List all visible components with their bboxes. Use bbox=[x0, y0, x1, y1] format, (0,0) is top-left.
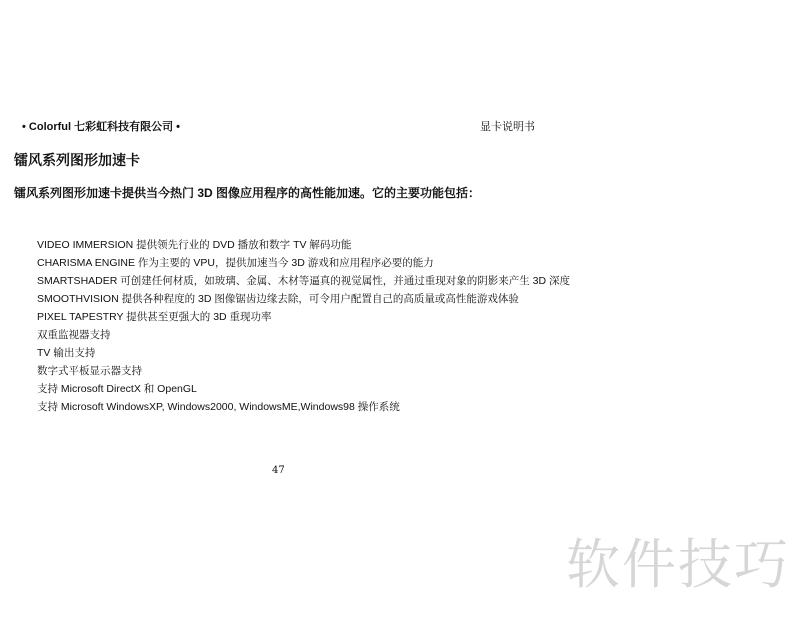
feature-item: 支持 Microsoft DirectX 和 OpenGL bbox=[37, 383, 197, 395]
feature-item: PIXEL TAPESTRY 提供甚至更强大的 3D 重现功率 bbox=[37, 311, 272, 323]
feature-item: 数字式平板显示器支持 bbox=[37, 365, 142, 377]
header-doc-title: 显卡说明书 bbox=[480, 120, 535, 133]
feature-list bbox=[37, 236, 570, 416]
feature-item: SMARTSHADER 可创建任何材质，如玻璃、金属、木材等逼真的视觉属性，并通过重现对象的阴影来产生 3D 深度 bbox=[37, 275, 570, 287]
feature-item: 双重监视器支持 bbox=[37, 329, 111, 341]
page-number: 47 bbox=[272, 465, 285, 476]
section-title: 镭风系列图形加速卡 bbox=[14, 152, 140, 168]
feature-item: TV 输出支持 bbox=[37, 347, 96, 359]
intro-text: 镭风系列图形加速卡提供当今热门 3D 图像应用程序的高性能加速。它的主要功能包括： bbox=[14, 186, 481, 200]
feature-item: 支持 Microsoft WindowsXP, Windows2000, WindowsME,Windows98 操作系统 bbox=[37, 401, 400, 413]
feature-item: SMOOTHVISION 提供各种程度的 3D 图像锯齿边缘去除，可令用户配置自己的高质量或高性能游戏体验 bbox=[37, 293, 519, 305]
feature-item: CHARISMA ENGINE 作为主要的 VPU，提供加速当今 3D 游戏和应用程序必要的能力 bbox=[37, 257, 434, 269]
watermark: 软件技巧 bbox=[566, 533, 790, 596]
header-company: • Colorful 七彩虹科技有限公司 • bbox=[22, 121, 181, 133]
feature-item: VIDEO IMMERSION 提供领先行业的 DVD 播放和数字 TV 解码功能 bbox=[37, 239, 352, 251]
